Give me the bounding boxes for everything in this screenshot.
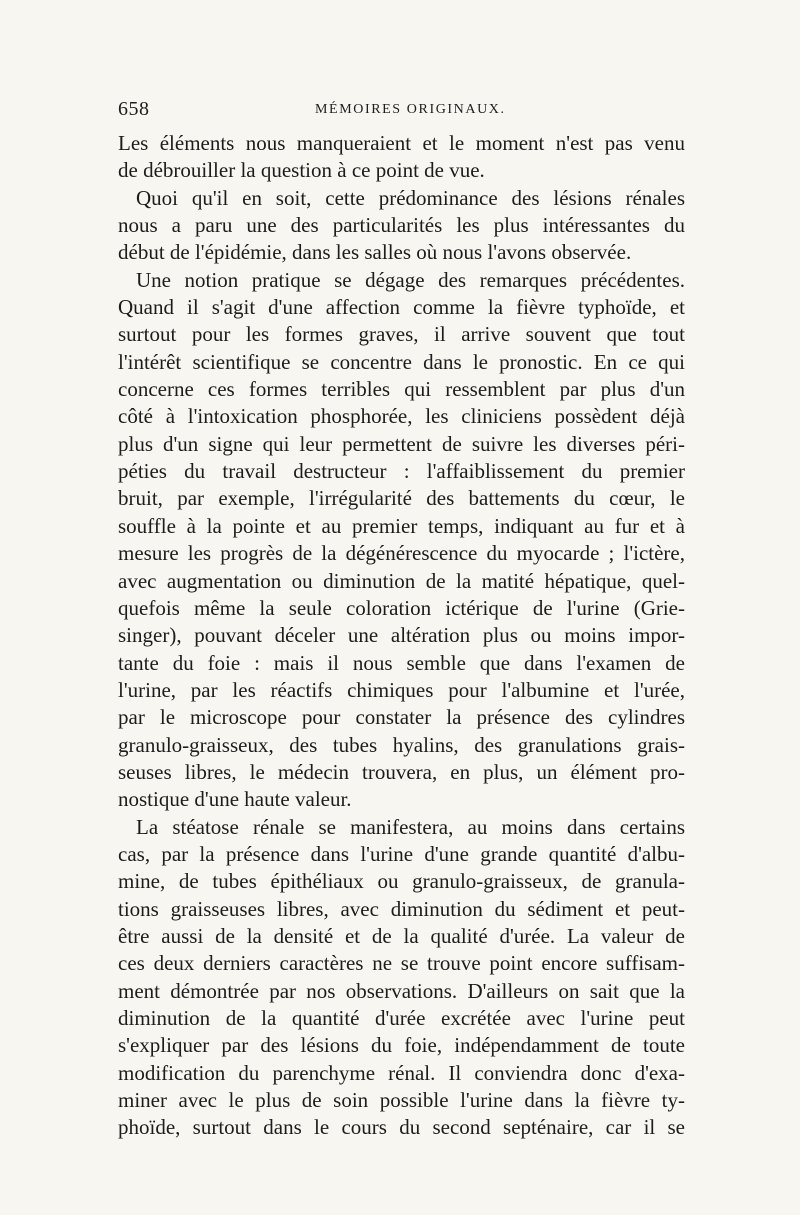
text-line: cas, par la présence dans l'urine d'une grande quantité d'albu- [118, 841, 685, 866]
text-line: miner avec le plus de soin possible l'urine dans la fièvre ty- [118, 1088, 685, 1113]
running-head [118, 98, 688, 124]
text-line: s'expliquer par des lésions du foie, indépendamment de toute [118, 1033, 685, 1058]
text-line: Les éléments nous manqueraient et le moment n'est pas venu [118, 131, 685, 155]
text-line: seuses libres, le médecin trouvera, en plus, un élément pro- [118, 759, 685, 784]
text-line: par le microscope pour constater la présence des cylindres [118, 705, 685, 730]
text-line: avec augmentation ou diminution de la matité hépatique, quel- [118, 568, 685, 593]
text-line: ment démontrée par nos observations. D'ailleurs on sait que la [118, 978, 685, 1003]
text-line: côté à l'intoxication phosphorée, les cliniciens possèdent déjà [118, 404, 685, 429]
text-line: nous a paru une des particularités les plus intéressantes du [118, 213, 685, 238]
text-line: concerne ces formes terribles qui ressemblent par plus d'un [118, 377, 685, 402]
text-line: plus d'un signe qui leur permettent de suivre les diverses péri- [118, 431, 685, 456]
text-line: nostique d'une haute valeur. [118, 787, 352, 812]
text-line: péties du travail destructeur : l'affaiblissement du premier [118, 459, 685, 484]
text-line: granulo-graisseux, des tubes hyalins, des granulations grais- [118, 732, 685, 757]
text-line: début de l'épidémie, dans les salles où nous l'avons observée. [118, 240, 632, 265]
running-title: MÉMOIRES ORIGINAUX. [315, 102, 506, 117]
text-line: Quoi qu'il en soit, cette prédominance des lésions rénales [136, 185, 685, 210]
text-line: l'urine, par les réactifs chimiques pour l'albumine et l'urée, [118, 677, 685, 702]
text-line: l'intérêt scientifique se concentre dans le pronostic. En ce qui [118, 349, 685, 374]
body-text [118, 130, 685, 1142]
text-line: bruit, par exemple, l'irrégularité des battements du cœur, le [118, 486, 685, 511]
text-line: Une notion pratique se dégage des remarques précédentes. [136, 267, 685, 292]
text-line: surtout pour les formes graves, il arrive souvent que tout [118, 322, 685, 347]
text-line: tante du foie : mais il nous semble que dans l'examen de [118, 650, 685, 675]
text-line: La stéatose rénale se manifestera, au moins dans certains [136, 814, 685, 839]
page-number: 658 [118, 98, 150, 120]
text-line: quefois même la seule coloration ictérique de l'urine (Grie- [118, 595, 685, 620]
text-line: ces deux derniers caractères ne se trouve point encore suffisam- [118, 951, 685, 976]
text-line: être aussi de la densité et de la qualité d'urée. La valeur de [118, 923, 685, 948]
text-line: singer), pouvant déceler une altération plus ou moins impor- [118, 623, 685, 648]
text-line: tions graisseuses libres, avec diminution du sédiment et peut- [118, 896, 685, 921]
text-line: mesure les progrès de la dégénérescence du myocarde ; l'ictère, [118, 541, 685, 566]
text-line: phoïde, surtout dans le cours du second septénaire, car il se [118, 1115, 685, 1140]
text-line: mine, de tubes épithéliaux ou granulo-graisseux, de granula- [118, 869, 685, 894]
text-line: diminution de la quantité d'urée excrétée avec l'urine peut [118, 1006, 685, 1030]
text-line: Quand il s'agit d'une affection comme la fièvre typhoïde, et [118, 295, 685, 320]
text-line: modification du parenchyme rénal. Il conviendra donc d'exa- [118, 1060, 685, 1085]
text-line: de débrouiller la question à ce point de vue. [118, 158, 485, 183]
text-line: souffle à la pointe et au premier temps, indiquant au fur et à [118, 513, 685, 538]
